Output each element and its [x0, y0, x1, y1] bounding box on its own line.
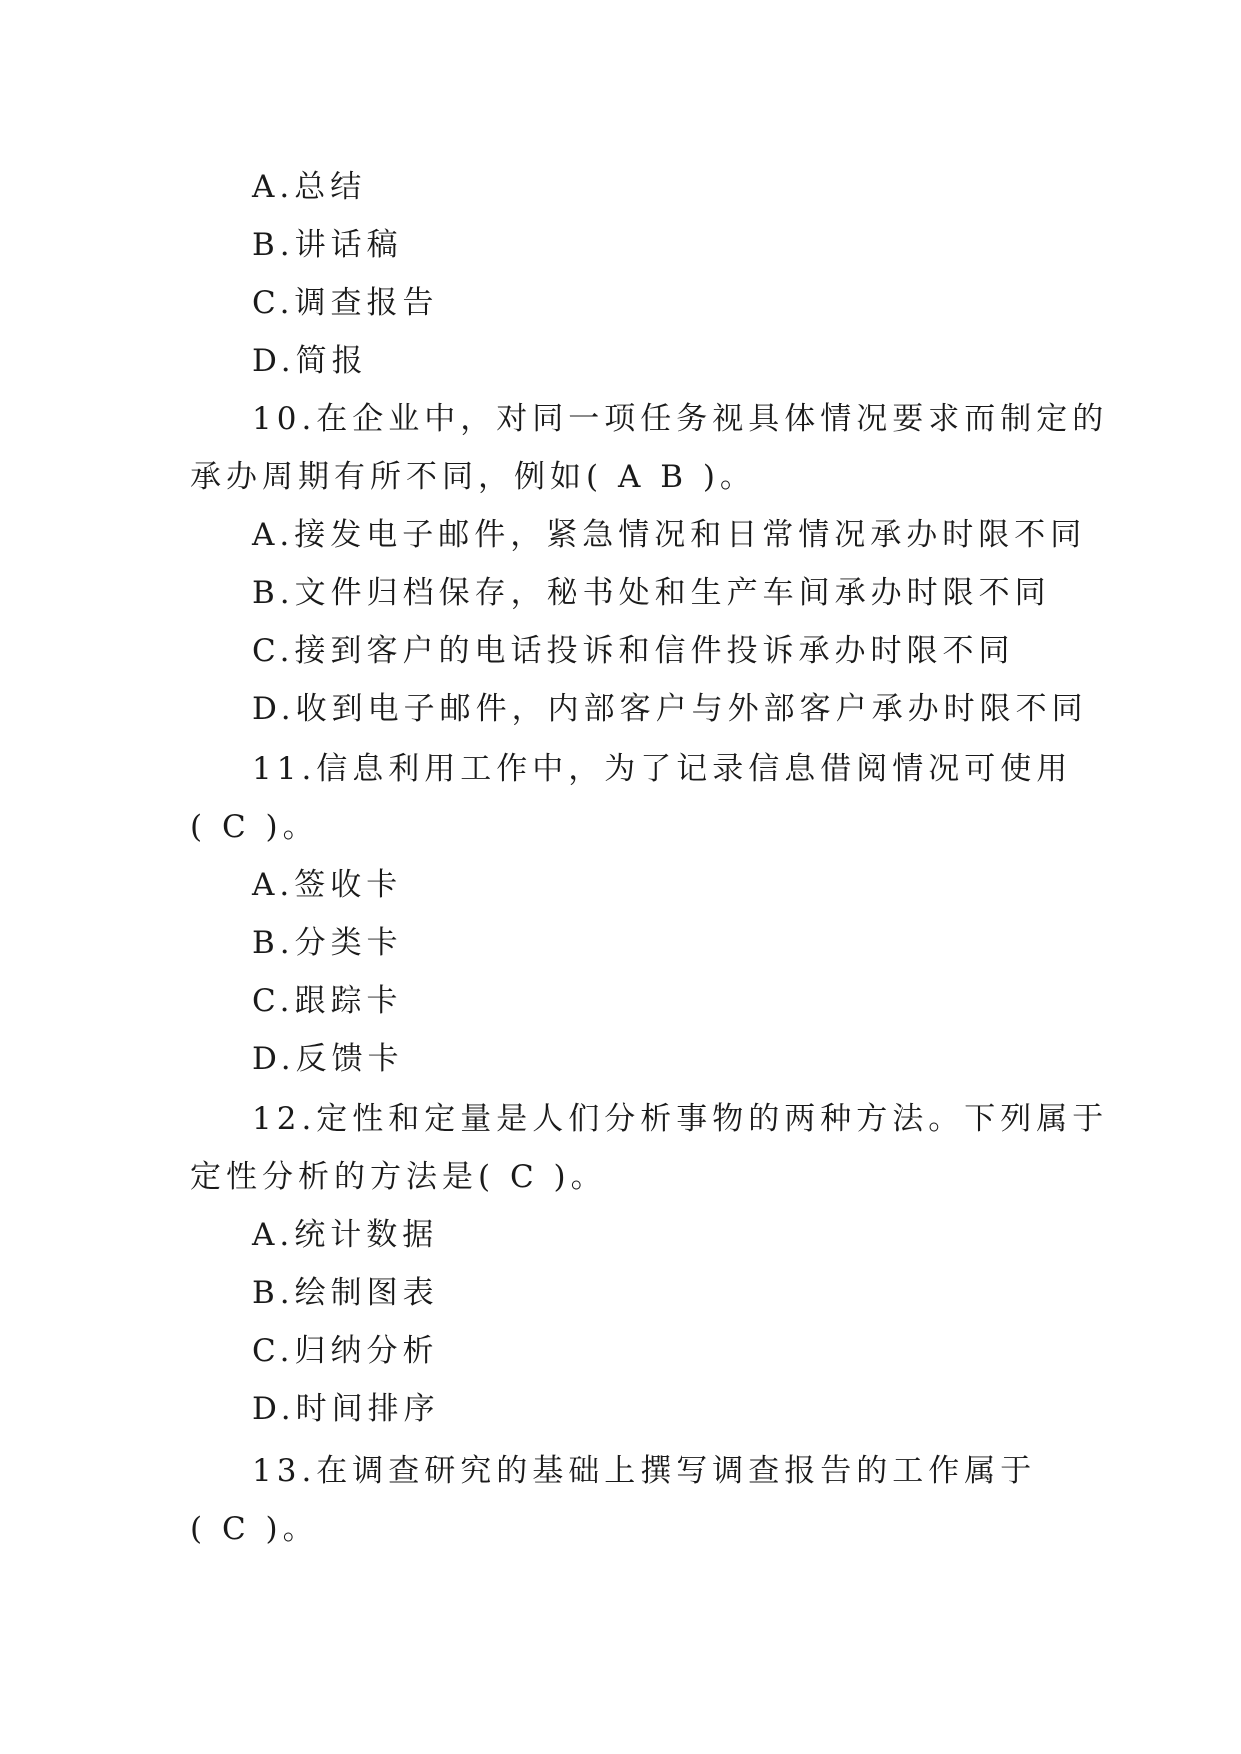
question-stem-line: ( C )。 — [190, 1511, 319, 1547]
option-line: A.签收卡 — [252, 867, 403, 903]
question-10 — [190, 390, 1109, 738]
question-stem-line: 13.在调查研究的基础上撰写调查报告的工作属于 — [252, 1453, 1037, 1489]
question-stem-line: 承办周期有所不同，例如( A B )。 — [190, 459, 756, 495]
option-line: C.调查报告 — [252, 285, 439, 321]
question-13 — [190, 1442, 1050, 1558]
option-line: D.收到电子邮件，内部客户与外部客户承办时限不同 — [252, 691, 1088, 727]
option-line: B.绘制图表 — [252, 1275, 439, 1311]
option-line: A.统计数据 — [252, 1217, 439, 1253]
option-line: D.反馈卡 — [252, 1041, 404, 1077]
option-line: C.接到客户的电话投诉和信件投诉承办时限不同 — [252, 633, 1015, 669]
option-line: D.简报 — [252, 343, 368, 379]
question-stem-line: 11.信息利用工作中，为了记录信息借阅情况可使用 — [252, 751, 1073, 787]
question-12 — [190, 1090, 1109, 1438]
option-line: C.归纳分析 — [252, 1333, 439, 1369]
question-stem-line: 定性分析的方法是( C )。 — [190, 1159, 607, 1195]
question-stem-line: 12.定性和定量是人们分析事物的两种方法。下列属于 — [252, 1101, 1109, 1137]
option-line: D.时间排序 — [252, 1391, 440, 1427]
option-line: B.讲话稿 — [252, 227, 403, 263]
option-line: C.跟踪卡 — [252, 983, 403, 1019]
previous-question-options — [190, 158, 1050, 390]
question-11 — [190, 740, 1073, 1088]
question-stem-line: ( C )。 — [190, 809, 319, 845]
option-line: A.总结 — [252, 169, 367, 205]
option-line: B.文件归档保存，秘书处和生产车间承办时限不同 — [252, 575, 1051, 611]
option-line: B.分类卡 — [252, 925, 403, 961]
question-stem-line: 10.在企业中，对同一项任务视具体情况要求而制定的 — [252, 401, 1109, 437]
option-line: A.接发电子邮件，紧急情况和日常情况承办时限不同 — [252, 517, 1087, 553]
